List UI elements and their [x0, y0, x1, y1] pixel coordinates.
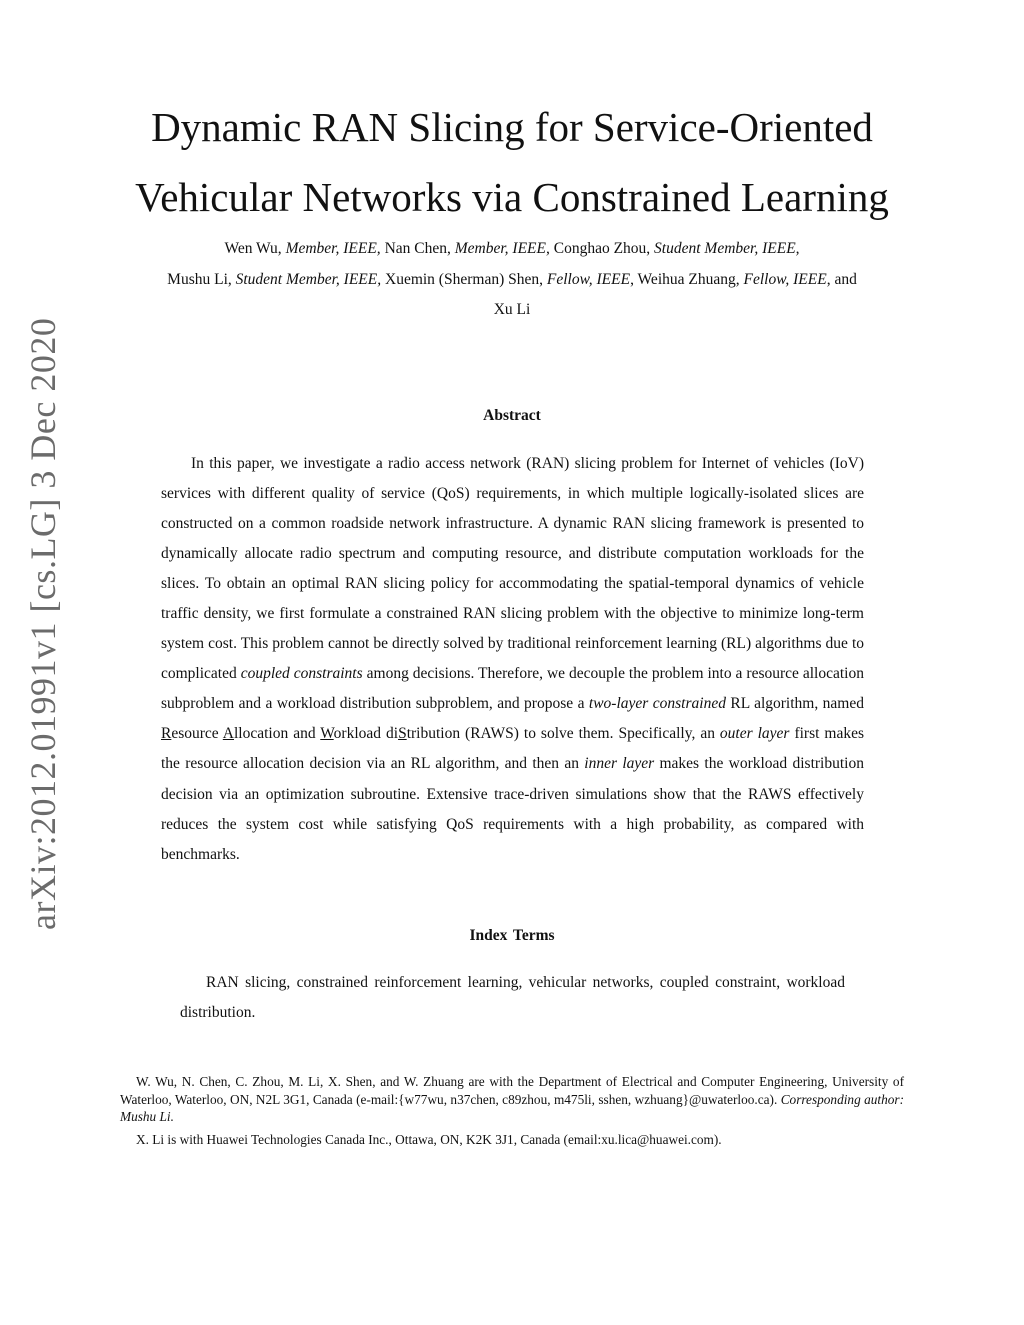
author-line-1 [110, 234, 914, 265]
abstract-text: first makes the resource allocation decision via an RL algorithm, and then an [161, 725, 864, 773]
author-membership: Fellow, IEEE [743, 270, 827, 288]
title-line-1: Dynamic RAN Slicing for Service-Oriented [151, 104, 873, 150]
footnote-text: W. Wu, N. Chen, C. Zhou, M. Li, X. Shen, and W. Zhuang are with the Department of Electrical and Computer Engineering, University of Waterloo, Waterloo, ON, N2L 3G1, Canada (e-mail:{w77wu, n37chen, c89zhou, m475li, sshen, wzhuang}@uwaterloo.ca). [120, 1074, 904, 1107]
author-name: , Weihua Zhuang, [630, 270, 744, 288]
author-list [110, 234, 914, 326]
author-membership: Member, IEEE, [454, 240, 550, 257]
author-name: Nan Chen, [380, 240, 455, 257]
abstract-heading: Abstract [483, 407, 541, 424]
author-name: Xu Li [493, 301, 531, 318]
author-membership: Member, IEEE, [285, 240, 381, 257]
acronym-letter: R [161, 725, 172, 743]
author-conjunction: , and [826, 270, 857, 288]
arxiv-identifier-stamp: arXiv:2012.01991v1 [cs.LG] 3 Dec 2020 [23, 317, 63, 930]
corresponding-author-note: Corresponding author: Mushu Li. [120, 1091, 905, 1124]
acronym-letter: W [320, 725, 334, 743]
footnote-affiliation-1 [120, 1073, 904, 1126]
abstract-paragraph [161, 449, 864, 870]
index-terms-heading: Index Terms [469, 927, 555, 944]
author-name: Wen Wu, [224, 240, 286, 257]
acronym-letter: A [222, 725, 234, 743]
abstract-text: among decisions. Therefore, we decouple the problem into a resource allocation subproblem and a workload distribution subproblem, and propose a [161, 665, 864, 713]
author-line-2 [110, 265, 914, 296]
abstract-text: llocation and [234, 725, 321, 743]
abstract-text: In this paper, we investigate a radio access network (RAN) slicing problem for Internet of vehicles (IoV) services with different quality of service (QoS) requirements, in which multiple logically-isolated slices are constructed on a common roadside network infrastructure. A dynamic RAN slicing framework is presented to dynamically allocate radio spectrum and computing resource, and distribute computation workloads for the slices. To obtain an optimal RAN slicing policy for accommodating the spatial-temporal dynamics of vehicle traffic density, we first formulate a constrained RAN slicing problem with the objective to minimize long-term system cost. This problem cannot be directly solved by traditional reinforcement learning (RL) algorithms due to complicated [161, 455, 864, 683]
acronym-letter: S [398, 725, 407, 743]
abstract-emphasis: coupled constraints [240, 665, 363, 683]
author-membership: Student Member, IEEE, [654, 240, 800, 257]
author-line-3 [110, 295, 914, 326]
title-line-2: Vehicular Networks via Constrained Learning [135, 174, 889, 220]
author-membership: Fellow, IEEE [546, 270, 631, 288]
index-terms-body: RAN slicing, constrained reinforcement learning, vehicular networks, coupled constraint, workload distribution. [180, 974, 845, 1021]
paper-title [0, 92, 1024, 232]
author-name: Conghao Zhou, [549, 240, 655, 257]
footnote-affiliation-2: X. Li is with Huawei Technologies Canada Inc., Ottawa, ON, K2K 3J1, Canada (email:xu.lica@huawei.com). [136, 1132, 722, 1147]
abstract-text: esource [171, 725, 223, 743]
author-membership: Student Member, IEEE, [235, 270, 382, 288]
abstract-text: RL algorithm, named [725, 695, 864, 713]
abstract-emphasis: inner layer [584, 755, 655, 773]
abstract-text: orkload di [333, 725, 399, 743]
abstract-text: tribution (RAWS) to solve them. Specifically, an [406, 725, 720, 743]
author-name: Xuemin (Sherman) Shen, [381, 270, 547, 288]
author-name: Mushu Li, [167, 270, 236, 288]
abstract-emphasis: two-layer constrained [588, 695, 726, 713]
abstract-emphasis: outer layer [719, 725, 790, 743]
abstract-text: makes the workload distribution decision via an optimization subroutine. Extensive trace-driven simulations show that the RAWS effectively reduces the system cost while satisfying QoS requirements with a high probability, as compared with benchmarks. [161, 755, 864, 863]
